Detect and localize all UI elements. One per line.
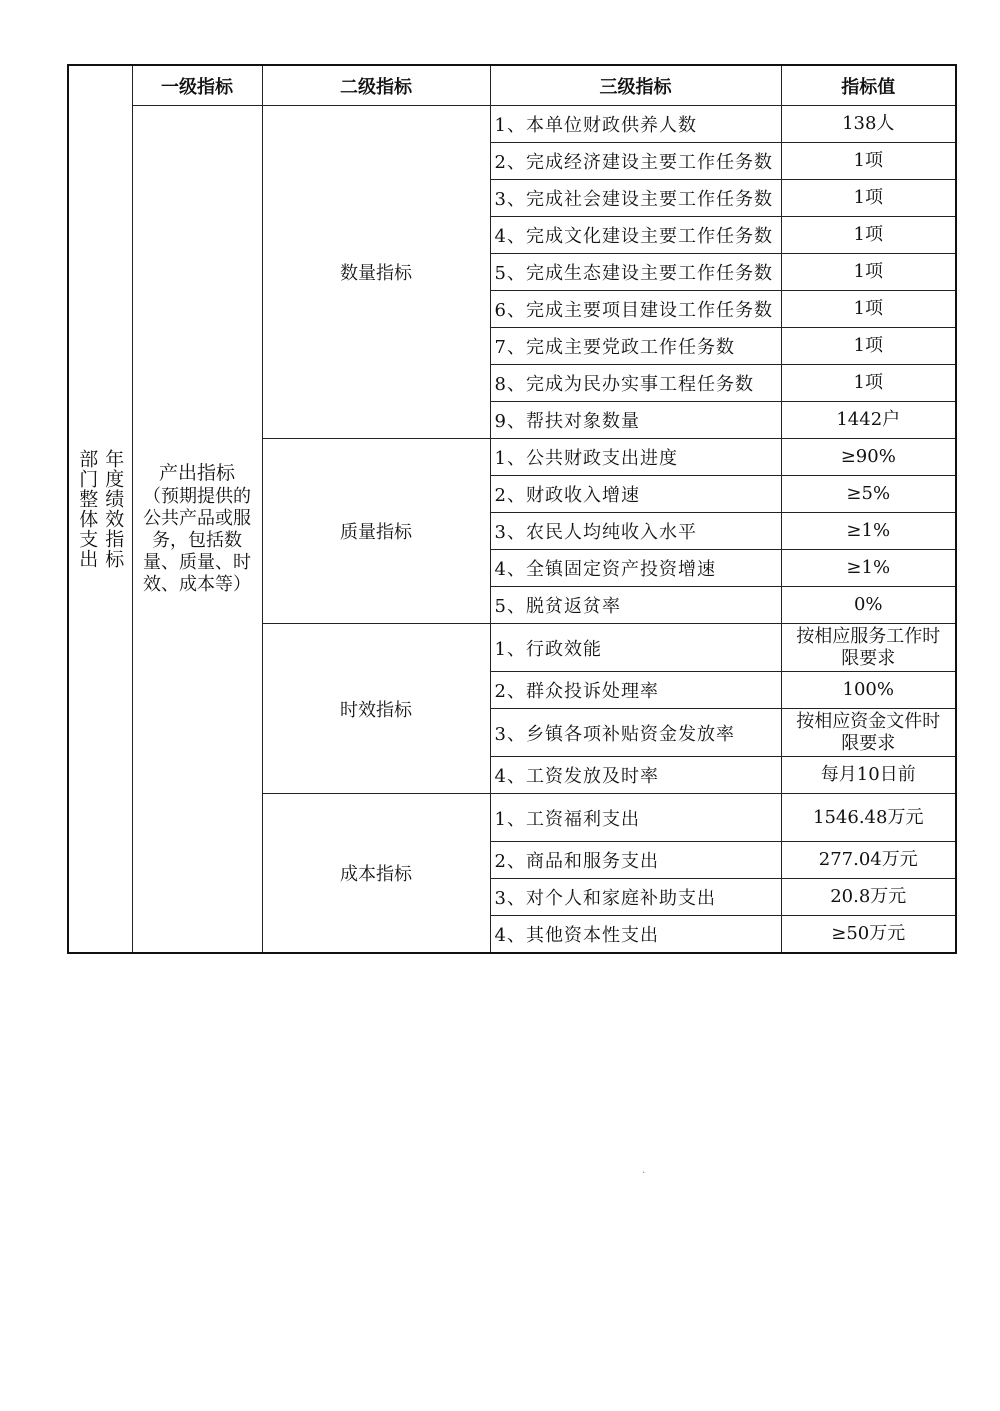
level1-cell bbox=[132, 106, 262, 953]
indicator-value: 138人 bbox=[781, 106, 956, 143]
indicator-value: 1项 bbox=[781, 254, 956, 291]
indicator-value: ≥1% bbox=[781, 550, 956, 587]
indicator-value: 20.8万元 bbox=[781, 879, 956, 916]
indicator-value: 1546.48万元 bbox=[781, 794, 956, 842]
level3-indicator-name: 4、其他资本性支出 bbox=[490, 916, 781, 953]
table-row bbox=[68, 106, 956, 143]
level3-indicator-name: 2、群众投诉处理率 bbox=[490, 672, 781, 709]
header-level2: 二级指标 bbox=[262, 65, 490, 106]
level3-indicator-name: 5、脱贫返贫率 bbox=[490, 587, 781, 624]
category-label-2: 部门整体支出 bbox=[76, 448, 99, 569]
category-label-1: 年度绩效指标 bbox=[102, 448, 125, 569]
level1-description: （预期提供的公共产品或服务，包括数量、质量、时效、成本等） bbox=[143, 485, 251, 595]
header-level3: 三级指标 bbox=[490, 65, 781, 106]
level3-indicator-name: 4、全镇固定资产投资增速 bbox=[490, 550, 781, 587]
indicator-value: 0% bbox=[781, 587, 956, 624]
level3-indicator-name: 2、财政收入增速 bbox=[490, 476, 781, 513]
level2-group-name: 时效指标 bbox=[262, 624, 490, 794]
indicator-value: 1项 bbox=[781, 180, 956, 217]
indicator-value: 1项 bbox=[781, 291, 956, 328]
level3-indicator-name: 3、完成社会建设主要工作任务数 bbox=[490, 180, 781, 217]
header-level1: 一级指标 bbox=[132, 65, 262, 106]
indicator-value: 1项 bbox=[781, 217, 956, 254]
level3-indicator-name: 3、对个人和家庭补助支出 bbox=[490, 879, 781, 916]
indicator-value: ≥5% bbox=[781, 476, 956, 513]
level3-indicator-name: 1、本单位财政供养人数 bbox=[490, 106, 781, 143]
level2-group-name: 成本指标 bbox=[262, 794, 490, 953]
indicator-value: 按相应资金文件时限要求 bbox=[781, 709, 956, 757]
level1-title: 产出指标 bbox=[158, 461, 235, 484]
level3-indicator-name: 1、工资福利支出 bbox=[490, 794, 781, 842]
indicator-value: 1项 bbox=[781, 328, 956, 365]
indicator-value: 1项 bbox=[781, 365, 956, 402]
level3-indicator-name: 4、完成文化建设主要工作任务数 bbox=[490, 217, 781, 254]
indicator-value: 按相应服务工作时限要求 bbox=[781, 624, 956, 672]
performance-indicator-table bbox=[67, 64, 957, 954]
level3-indicator-name: 2、商品和服务支出 bbox=[490, 842, 781, 879]
indicator-value: ≥1% bbox=[781, 513, 956, 550]
level3-indicator-name: 3、农民人均纯收入水平 bbox=[490, 513, 781, 550]
indicator-value: 1项 bbox=[781, 143, 956, 180]
level3-indicator-name: 9、帮扶对象数量 bbox=[490, 402, 781, 439]
level3-indicator-name: 8、完成为民办实事工程任务数 bbox=[490, 365, 781, 402]
level3-indicator-name: 1、公共财政支出进度 bbox=[490, 439, 781, 476]
level3-indicator-name: 3、乡镇各项补贴资金发放率 bbox=[490, 709, 781, 757]
indicator-value: ≥50万元 bbox=[781, 916, 956, 953]
level3-indicator-name: 6、完成主要项目建设工作任务数 bbox=[490, 291, 781, 328]
level3-indicator-name: 1、行政效能 bbox=[490, 624, 781, 672]
level3-indicator-name: 7、完成主要党政工作任务数 bbox=[490, 328, 781, 365]
indicator-value: 1442户 bbox=[781, 402, 956, 439]
level2-group-name: 质量指标 bbox=[262, 439, 490, 624]
indicator-value: 每月10日前 bbox=[781, 757, 956, 794]
level3-indicator-name: 4、工资发放及时率 bbox=[490, 757, 781, 794]
level3-indicator-name: 2、完成经济建设主要工作任务数 bbox=[490, 143, 781, 180]
indicator-value: ≥90% bbox=[781, 439, 956, 476]
level3-indicator-name: 5、完成生态建设主要工作任务数 bbox=[490, 254, 781, 291]
scan-mark: · bbox=[642, 1168, 646, 1179]
level2-group-name: 数量指标 bbox=[262, 106, 490, 439]
header-value: 指标值 bbox=[781, 65, 956, 106]
indicator-value: 100% bbox=[781, 672, 956, 709]
indicator-value: 277.04万元 bbox=[781, 842, 956, 879]
category-cell bbox=[68, 65, 132, 953]
